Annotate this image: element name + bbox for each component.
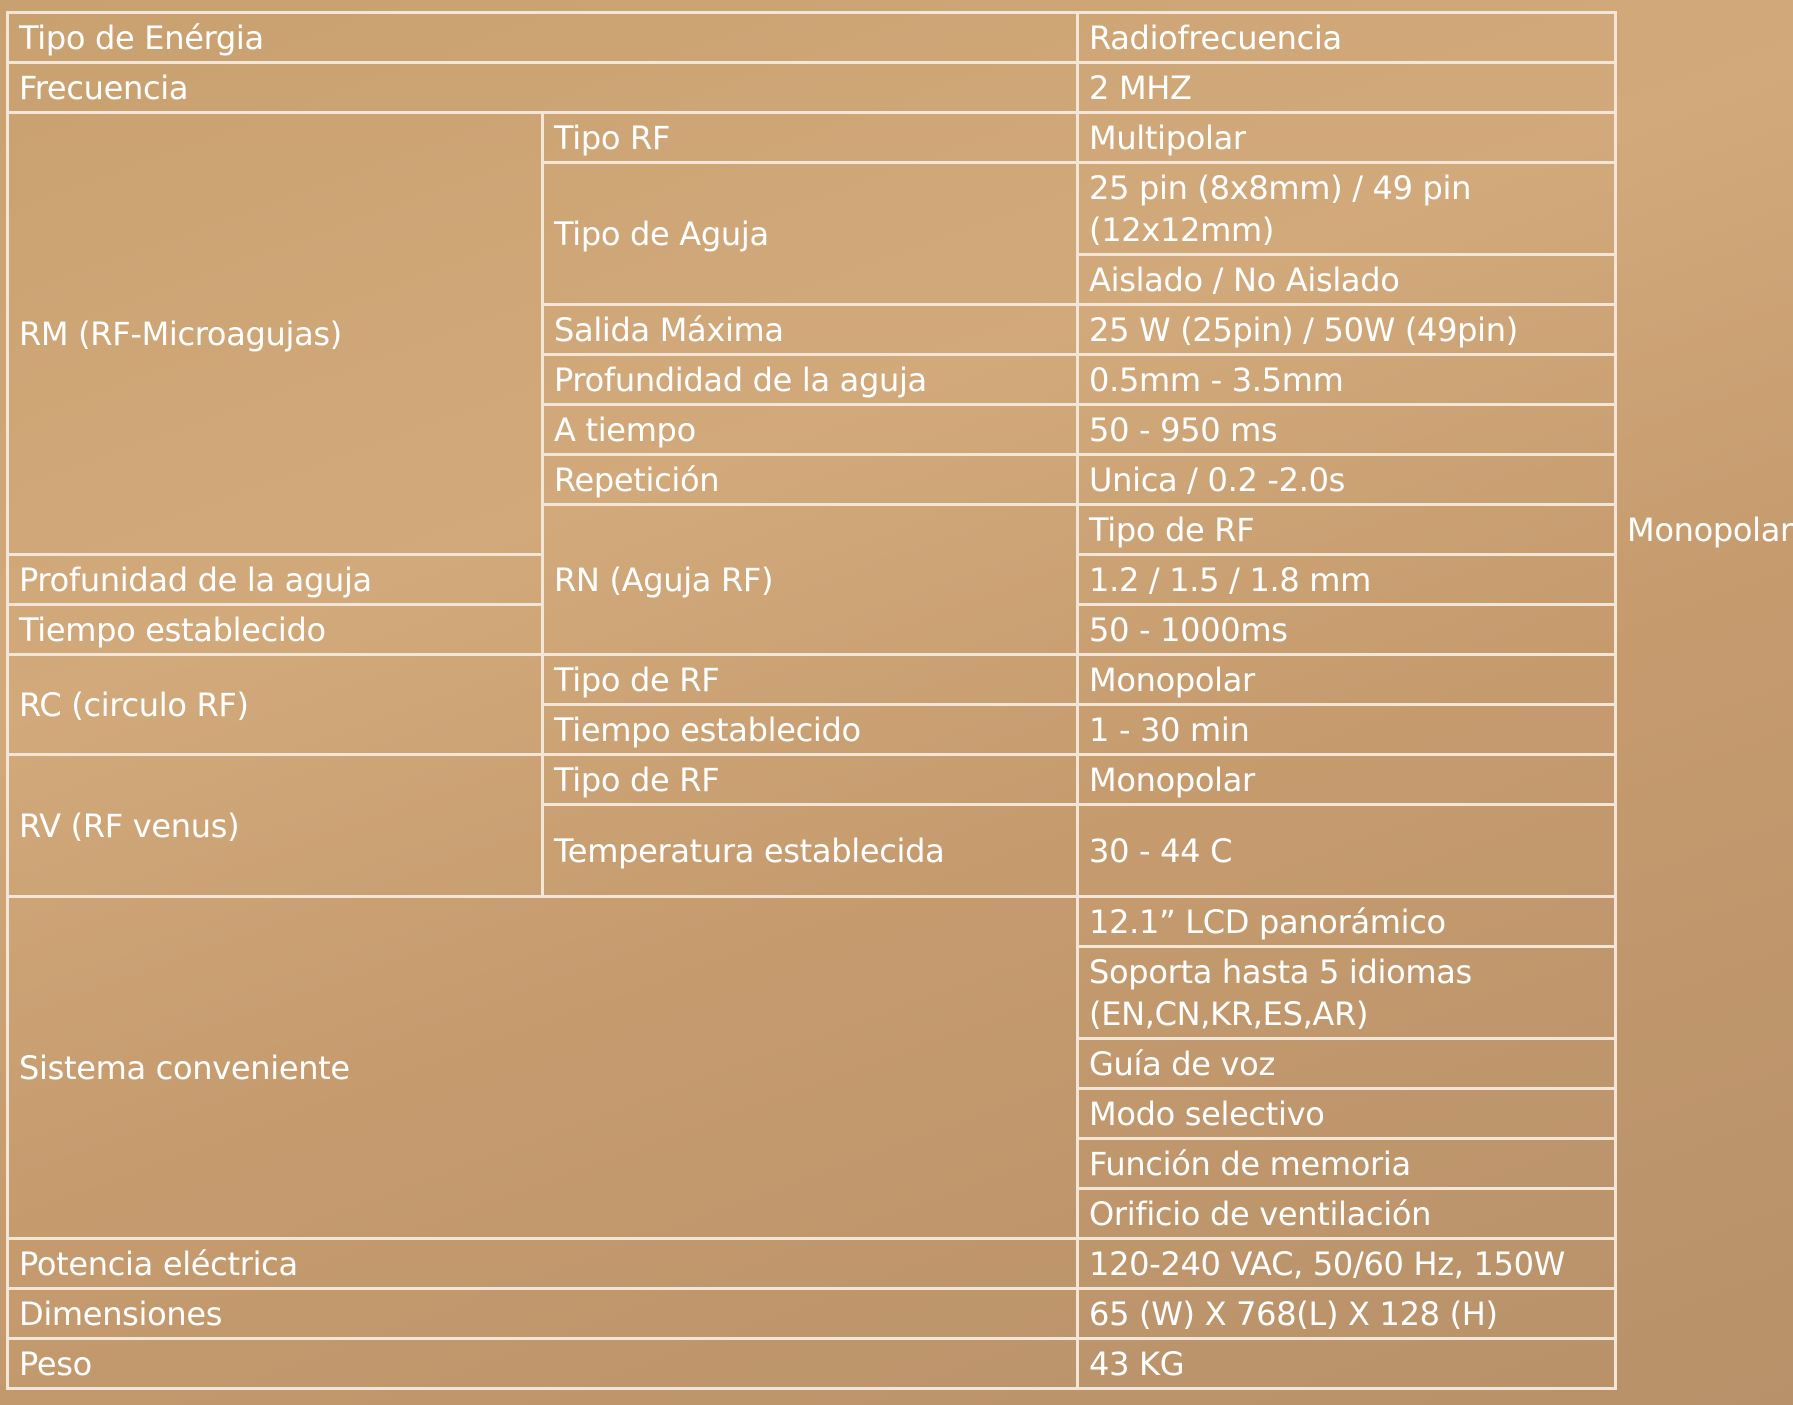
row-label: Dimensiones	[8, 1289, 1078, 1339]
row-value: 43 KG	[1078, 1339, 1616, 1389]
row-label: Salida Máxima	[543, 305, 1078, 355]
row-value: Modo selectivo	[1078, 1089, 1616, 1139]
table-row	[8, 1289, 1616, 1339]
row-value: 50 - 1000ms	[1078, 605, 1616, 655]
row-value: Orificio de ventilación	[1078, 1189, 1616, 1239]
row-label: Profundidad de la aguja	[543, 355, 1078, 405]
table-row	[8, 897, 1616, 947]
row-label: Tipo RF	[543, 113, 1078, 163]
row-label: Tiempo establecido	[8, 605, 543, 655]
row-value: 0.5mm - 3.5mm	[1078, 355, 1616, 405]
row-value: Soporta hasta 5 idiomas (EN,CN,KR,ES,AR)	[1078, 947, 1616, 1039]
row-value: 65 (W) X 768(L) X 128 (H)	[1078, 1289, 1616, 1339]
row-value: Radiofrecuencia	[1078, 13, 1616, 63]
table-row	[8, 13, 1616, 63]
table-row	[8, 755, 1616, 805]
row-value: Monopolar	[1078, 755, 1616, 805]
row-value: Monopolar	[1078, 655, 1616, 705]
row-value: 25 pin (8x8mm) / 49 pin (12x12mm)	[1078, 163, 1616, 255]
row-label: Tipo de RF	[543, 655, 1078, 705]
row-value: 25 W (25pin) / 50W (49pin)	[1078, 305, 1616, 355]
row-value: Aislado / No Aislado	[1078, 255, 1616, 305]
row-value: 1.2 / 1.5 / 1.8 mm	[1078, 555, 1616, 605]
row-value: 12.1” LCD panorámico	[1078, 897, 1616, 947]
row-value: Multipolar	[1078, 113, 1616, 163]
row-label: Profunidad de la aguja	[8, 555, 543, 605]
row-label: Tiempo establecido	[543, 705, 1078, 755]
row-label: Frecuencia	[8, 63, 1078, 113]
row-value: 1 - 30 min	[1078, 705, 1616, 755]
group-label-sistema: Sistema conveniente	[8, 897, 1078, 1239]
group-label-rc: RC (circulo RF)	[8, 655, 543, 755]
row-value: Guía de voz	[1078, 1039, 1616, 1089]
table-row	[8, 1239, 1616, 1289]
group-label-rm: RM (RF-Microagujas)	[8, 113, 543, 555]
row-label: Potencia eléctrica	[8, 1239, 1078, 1289]
row-label: Peso	[8, 1339, 1078, 1389]
group-label-rv: RV (RF venus)	[8, 755, 543, 897]
row-value: Función de memoria	[1078, 1139, 1616, 1189]
table-row: RN (Aguja RF) Tipo de RF Monopolar	[8, 505, 1616, 555]
row-label: Tipo de RF	[1078, 505, 1616, 555]
group-label-rn: RN (Aguja RF)	[543, 505, 1078, 655]
row-label: A tiempo	[543, 405, 1078, 455]
spec-table	[6, 11, 1793, 1390]
table-row	[8, 655, 1616, 705]
row-label: Tipo de RF	[543, 755, 1078, 805]
row-value: 30 - 44 C	[1078, 805, 1616, 897]
row-value: 120-240 VAC, 50/60 Hz, 150W	[1078, 1239, 1616, 1289]
table-row	[8, 63, 1616, 113]
row-value: Unica / 0.2 -2.0s	[1078, 455, 1616, 505]
row-value: 50 - 950 ms	[1078, 405, 1616, 455]
table-row	[8, 113, 1616, 163]
row-label: Temperatura establecida	[543, 805, 1078, 897]
row-value: 2 MHZ	[1078, 63, 1616, 113]
spec-table-container	[6, 11, 1793, 1390]
row-label: Tipo de Enérgia	[8, 13, 1078, 63]
row-label: Tipo de Aguja	[543, 163, 1078, 305]
row-label: Repetición	[543, 455, 1078, 505]
table-row	[8, 1339, 1616, 1389]
